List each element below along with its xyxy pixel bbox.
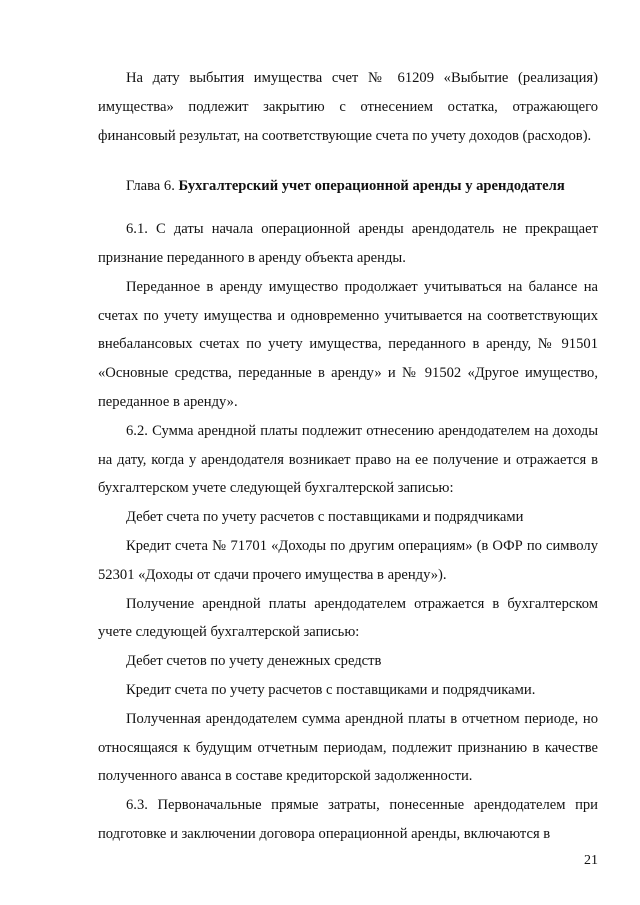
entry-credit-settlements: Кредит счета по учету расчетов с поставщиками и подрядчиками. <box>126 681 536 698</box>
entry-debit-settlements: Дебет счета по учету расчетов с поставщиками и подрядчиками <box>126 509 524 526</box>
paragraph-6-3: 6.3. Первоначальные прямые затраты, понесенные арендодателем при подготовке и заключении договора операционной аренды, включаются в <box>98 797 598 842</box>
paragraph-6-1: 6.1. С даты начала операционной аренды арендодатель не прекращает признание переданного в аренду объекта аренды. <box>98 221 598 266</box>
paragraph-receipt-of-rent: Получение арендной платы арендодателем отражается в бухгалтерском учете следующей бухгалтерской записью: <box>98 595 598 641</box>
chapter-heading-title: Бухгалтерский учет операционной аренды у арендодателя <box>178 178 565 195</box>
paragraph-leased-property: Переданное в аренду имущество продолжает учитываться на балансе на счетах по учету имущества и одновременно учитывается на соответствующих внебалансовых счетах по учету имущества, переданного в аренду, № 91501 «Основные средства, переданные в аренду» и № 91502 «Другое имущество, переданное в аренду». <box>98 278 598 410</box>
paragraph-disposal-account: На дату выбытия имущества счет № 61209 «Выбытие (реализация) имущества» подлежит закрытию с отнесением остатка, отражающего финансовый результат, на соответствующие счета по учету доходов (расходов). <box>98 70 598 144</box>
entry-credit-71701: Кредит счета № 71701 «Доходы по другим операциям» (в ОФР по символу 52301 «Доходы от сдачи прочего имущества в аренду»). <box>98 537 598 583</box>
chapter-heading <box>98 172 598 201</box>
paragraph-advance-received: Полученная арендодателем сумма арендной платы в отчетном периоде, но относящаяся к будущим отчетным периодам, подлежит признанию в качестве полученного аванса в составе кредиторской задолженности. <box>98 710 598 785</box>
chapter-heading-prefix: Глава 6. <box>126 178 179 195</box>
entry-debit-cash: Дебет счетов по учету денежных средств <box>126 653 382 670</box>
page-number: 21 <box>584 853 598 868</box>
document-page <box>98 64 598 849</box>
paragraph-6-2: 6.2. Сумма арендной платы подлежит отнесению арендодателем на доходы на дату, когда у арендодателя возникает право на ее получение и отражается в бухгалтерском учете следующей бухгалтерской записью: <box>98 422 598 497</box>
